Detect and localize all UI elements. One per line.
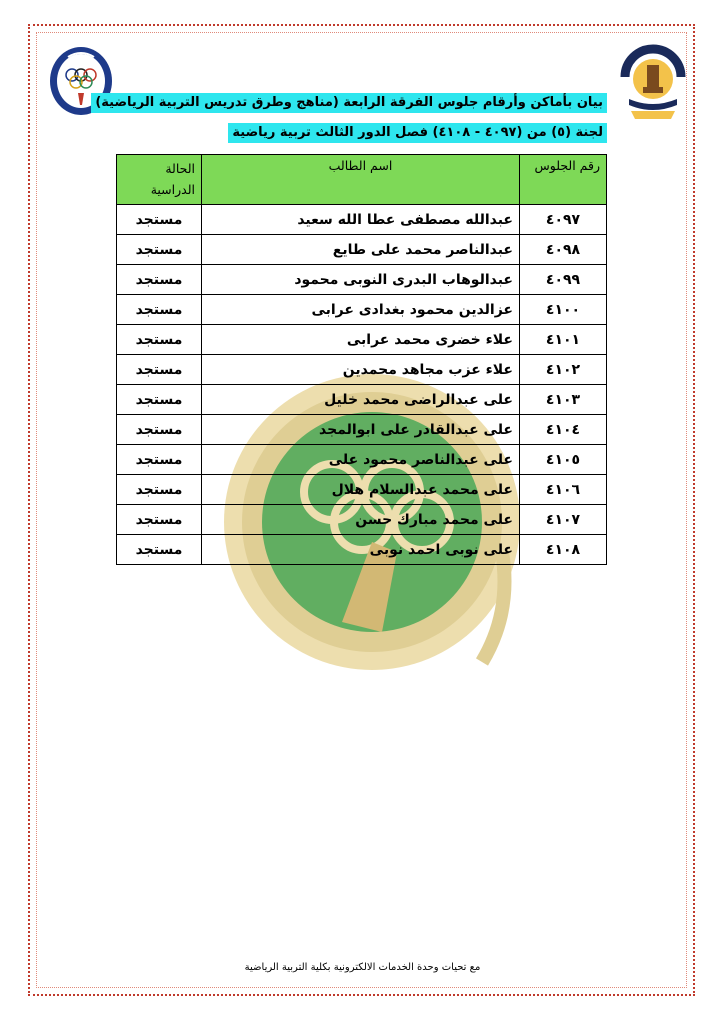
seat-number: ٤١٠٢ [520,355,607,385]
student-name: على عبدالراضى محمد خليل [202,385,520,415]
seat-number: ٤١٠٠ [520,295,607,325]
student-name: عزالدين محمود بغدادى عرابى [202,295,520,325]
student-name: عبدالناصر محمد على طايع [202,235,520,265]
seat-number: ٤١٠٥ [520,445,607,475]
study-status: مستجد [117,535,202,565]
document-title: بيان بأماكن وأرقام جلوس الفرقة الرابعة (مناهج وطرق تدريس التربية الرياضية) [91,93,607,113]
student-name: على عبدالقادر على ابوالمجد [202,415,520,445]
student-name: على نوبى احمد نوبى [202,535,520,565]
study-status: مستجد [117,265,202,295]
table-row [117,385,607,415]
table-row [117,295,607,325]
study-status: مستجد [117,415,202,445]
seat-number: ٤١٠٨ [520,535,607,565]
table-row [117,235,607,265]
status-header: الحالة الدراسية [117,155,202,205]
seat-number: ٤٠٩٧ [520,205,607,235]
footer-credit: مع تحيات وحدة الخدمات الالكترونية بكلية التربية الرياضية [244,962,481,973]
table-row [117,445,607,475]
seat-number: ٤١٠١ [520,325,607,355]
study-status: مستجد [117,355,202,385]
table-row [117,505,607,535]
table-row [117,355,607,385]
seat-number-header: رقم الجلوس [520,155,607,205]
study-status: مستجد [117,325,202,355]
student-name: عبدالوهاب البدرى النوبى محمود [202,265,520,295]
student-name: علاء عزب مجاهد محمدين [202,355,520,385]
student-name: علاء خضرى محمد عرابى [202,325,520,355]
study-status: مستجد [117,385,202,415]
study-status: مستجد [117,205,202,235]
table-row [117,475,607,505]
committee-subtitle: لجنة (٥) من (٤٠٩٧ - ٤١٠٨) فصل الدور الثالث تربية رياضية [228,123,607,143]
student-name-header: اسم الطالب [202,155,520,205]
student-name: عبدالله مصطفى عطا الله سعيد [202,205,520,235]
seat-number: ٤٠٩٩ [520,265,607,295]
student-name: على محمد مبارك حسن [202,505,520,535]
table-header-row [117,155,607,205]
seat-number: ٤١٠٦ [520,475,607,505]
student-name: على محمد عبدالسلام هلال [202,475,520,505]
table-row [117,265,607,295]
students-table [116,154,607,565]
seat-number: ٤١٠٣ [520,385,607,415]
table-row [117,325,607,355]
study-status: مستجد [117,235,202,265]
study-status: مستجد [117,475,202,505]
student-name: على عبدالناصر محمود على [202,445,520,475]
seat-number: ٤١٠٧ [520,505,607,535]
study-status: مستجد [117,445,202,475]
seat-number: ٤٠٩٨ [520,235,607,265]
table-row [117,415,607,445]
seat-number: ٤١٠٤ [520,415,607,445]
table-row [117,535,607,565]
study-status: مستجد [117,295,202,325]
study-status: مستجد [117,505,202,535]
table-row [117,205,607,235]
university-logo-icon [617,43,689,123]
